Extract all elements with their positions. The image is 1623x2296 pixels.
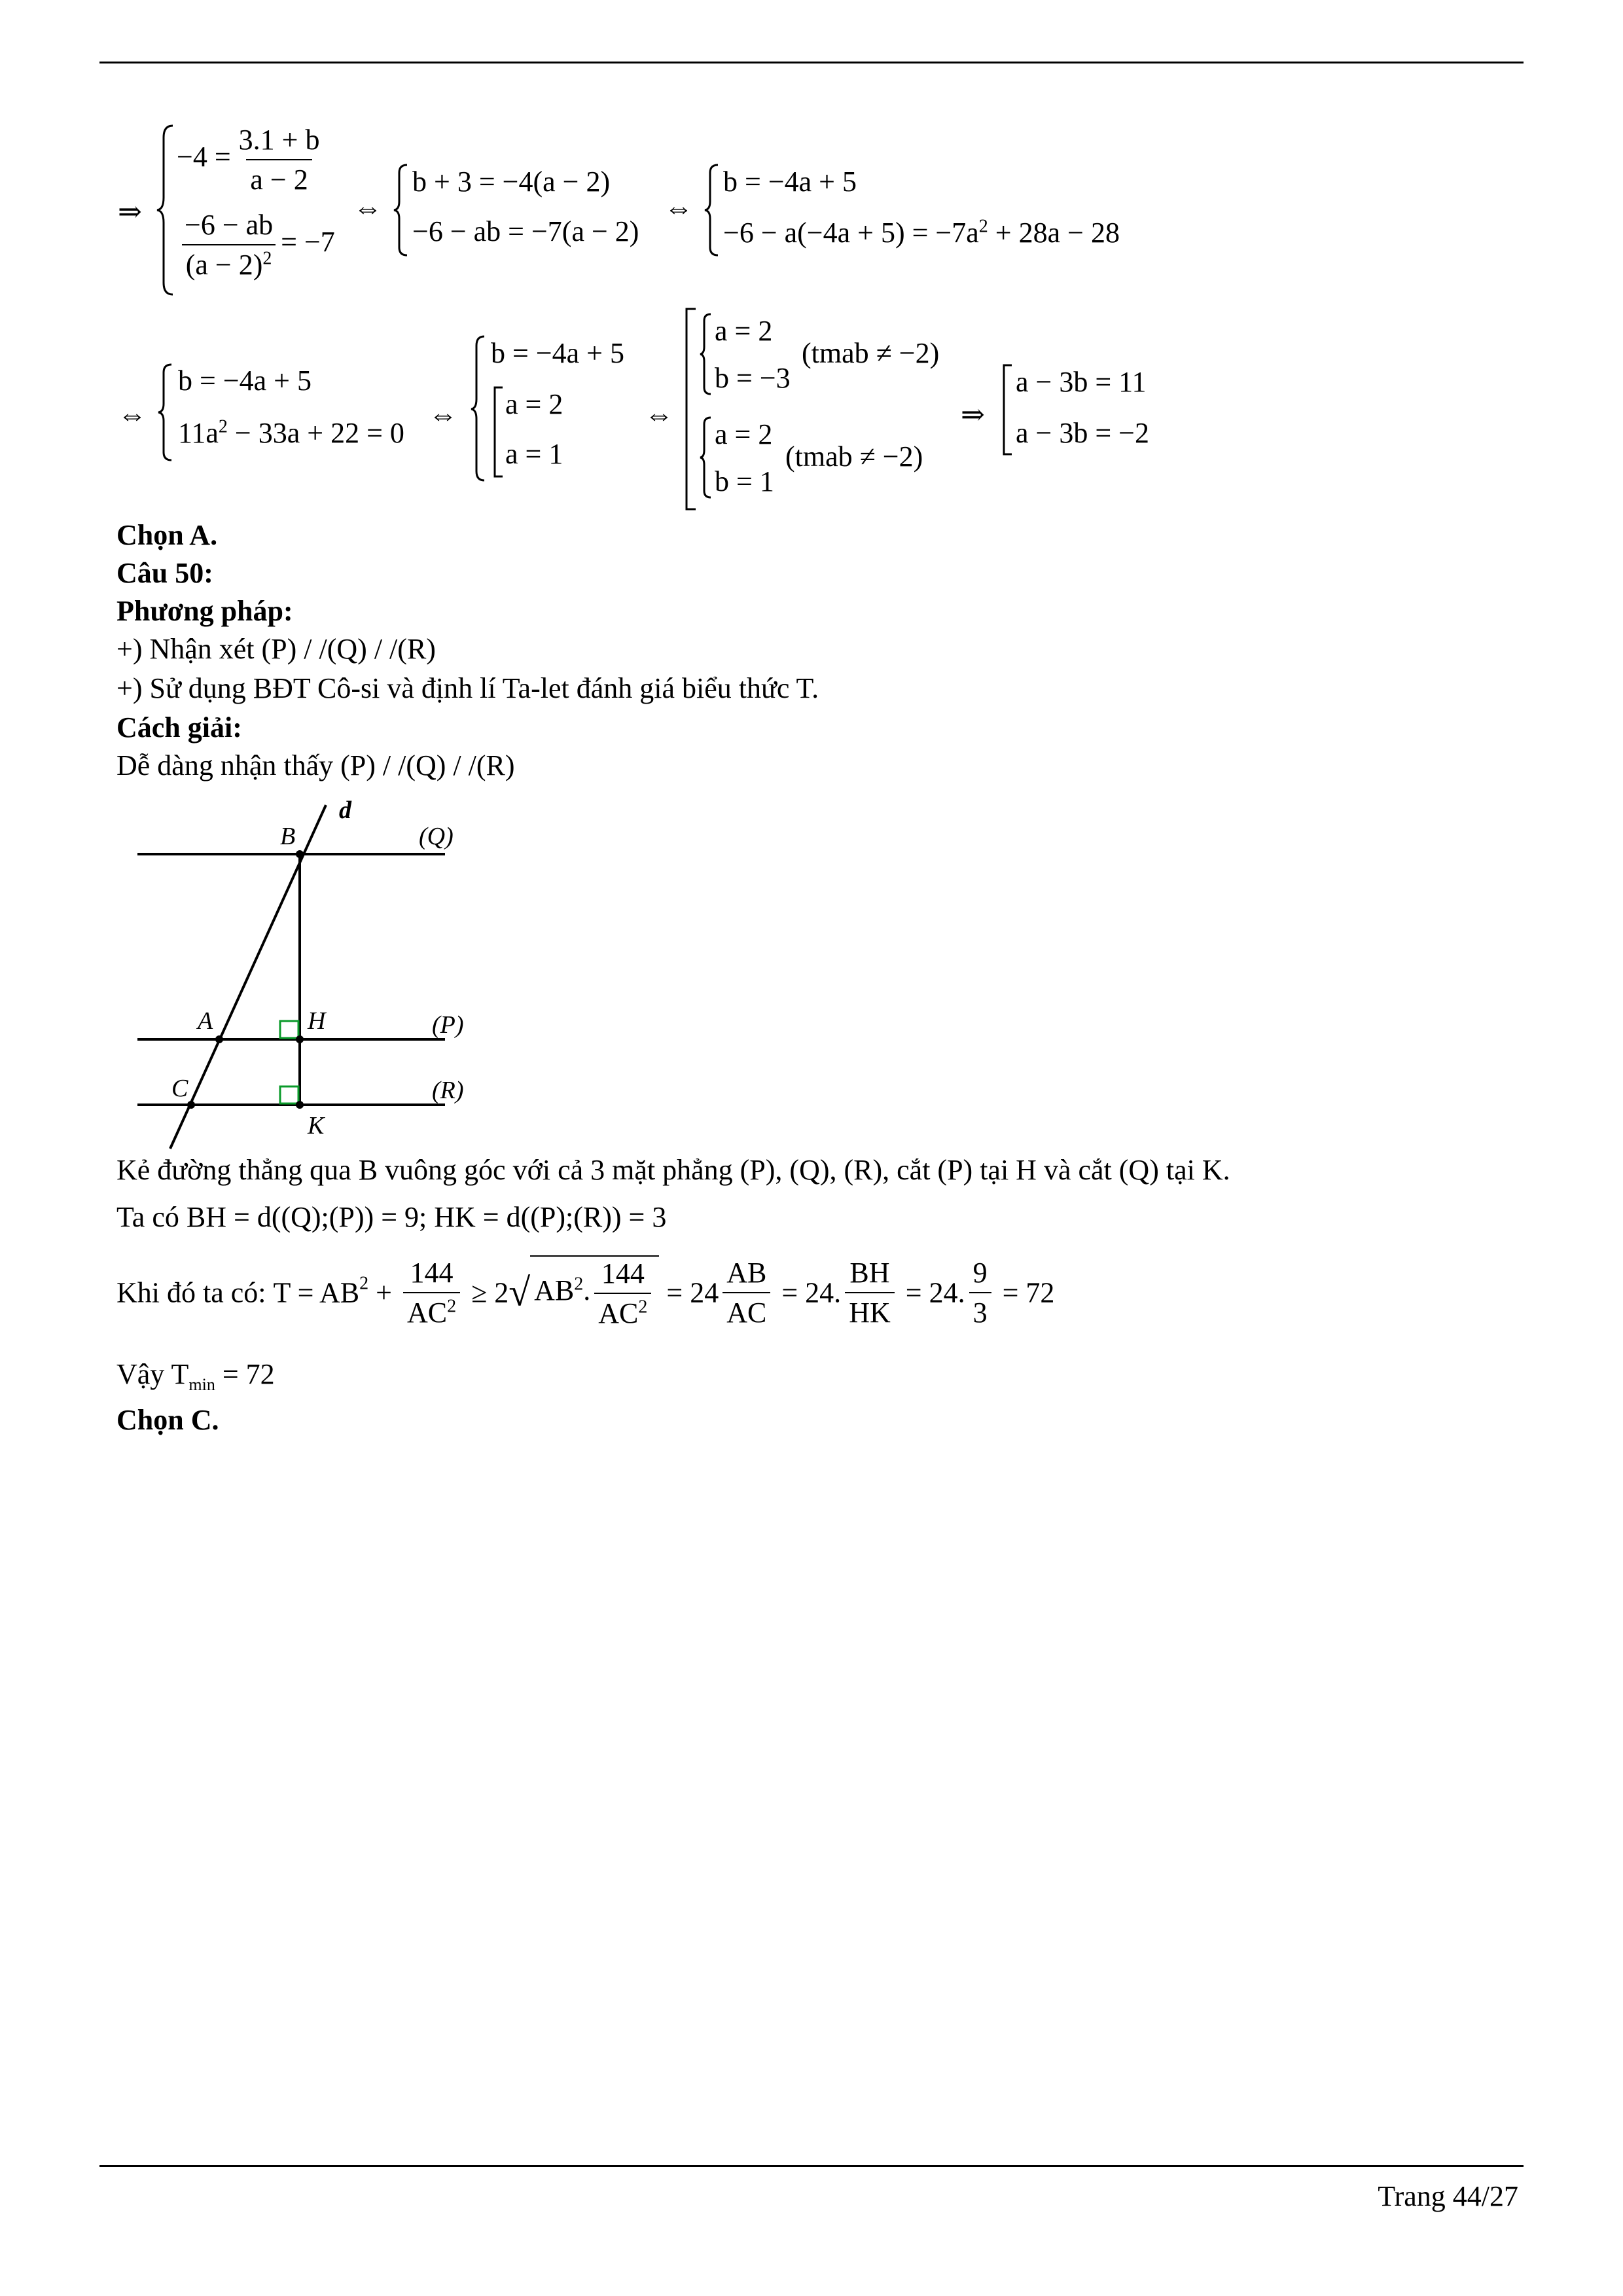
footer-rule (99, 2165, 1524, 2167)
result-2: a − 3b = −2 (1016, 417, 1149, 449)
point-b (296, 850, 304, 858)
iff-symbol: ⇔ (118, 399, 147, 431)
case2-b: b = 1 (715, 465, 774, 497)
left-bracket (492, 386, 505, 478)
sys3-line1: b = −4a + 5 (723, 166, 857, 198)
left-bracket (684, 308, 698, 511)
method-line-2: +) Sử dụng BĐT Cô-si và định lí Ta-let đánh giá biểu thức T. (116, 672, 819, 704)
label-h: H (308, 1007, 326, 1035)
sysB-line1: b = −4a + 5 (491, 337, 624, 369)
point-h (296, 1035, 304, 1043)
sysB-line2: a = 2 (505, 388, 563, 420)
chon-a: Chọn A. (116, 519, 218, 551)
sysA-line2: $11a^2 - 33a + 22 = 0$ (178, 416, 404, 449)
method-heading: Phương pháp: (116, 595, 293, 627)
result-1: a − 3b = 11 (1016, 366, 1147, 398)
geometry-figure (118, 792, 524, 1158)
iff-symbol: ⇔ (645, 399, 673, 431)
solution-heading: Cách giải: (116, 711, 242, 744)
conclusion-line: Vậy $T_{min} = 72$ (116, 1358, 275, 1394)
left-brace (699, 416, 713, 499)
inequality-line: Khi đó ta có: $T = AB^2$ + $\frac{144}{AC^2}$ ≥ 2√ $AB^2$. $\frac{144}{AC^2}$ = 24 $\frac{AB}{AC}$ = 24. $\frac{BH}{HK}$ = 24. $\frac{9}{3}$ = 72 (116, 1257, 1055, 1329)
question-heading: Câu 50: (116, 557, 213, 589)
iff-symbol: ⇔ (353, 192, 382, 224)
header-rule (99, 62, 1524, 63)
sys3-line2: $-6 - a(-4a + 5) = -7a^2 + 28a - 28$ (723, 216, 1120, 249)
method-line-1: +) Nhận xét (P) / /(Q) / /(R) (116, 633, 436, 665)
point-k (296, 1101, 304, 1109)
right-angle-k (280, 1086, 298, 1103)
sys2-line1: b + 3 = −4(a − 2) (412, 166, 611, 198)
sqrt-term: $AB^2$. $\frac{144}{AC^2}$ (530, 1255, 659, 1330)
label-a: A (198, 1007, 213, 1035)
left-brace (393, 164, 410, 257)
left-brace (156, 124, 175, 296)
case1-a: a = 2 (715, 315, 773, 347)
case2-a: a = 2 (715, 418, 773, 450)
construction-line: Kẻ đường thẳng qua B vuông góc với cả 3 mặt phẳng (P), (Q), (R), cắt (P) tại H và cắt (Q) tại K. (116, 1154, 1230, 1186)
case2-note: (tmab ≠ −2) (785, 440, 923, 473)
iff-symbol: ⇔ (664, 192, 693, 224)
page-number: Trang 44/27 (1378, 2180, 1518, 2212)
left-brace (157, 363, 174, 461)
point-c (187, 1101, 195, 1109)
right-angle-h (280, 1021, 298, 1038)
solution-line-1: Dễ dàng nhận thấy (P) / /(Q) / /(R) (116, 749, 515, 781)
label-q: (Q) (419, 823, 454, 850)
sysA-line1: b = −4a + 5 (178, 365, 312, 397)
label-p: (P) (432, 1011, 464, 1039)
given-line: Ta có BH = d((Q);(P)) = 9; HK = d((P);(R)) = 3 (116, 1201, 667, 1233)
sys2-line2: −6 − ab = −7(a − 2) (412, 215, 639, 247)
label-b: B (280, 823, 296, 850)
eq2: $\frac{-6 - ab}{(a - 2)^2}$ = −7 (177, 208, 335, 281)
left-brace (704, 164, 721, 257)
implies-symbol: ⇒ (118, 196, 142, 228)
left-bracket (1001, 364, 1014, 456)
left-brace (699, 313, 713, 395)
left-brace (470, 335, 487, 482)
eq1: −4 = $\frac{3.1 + b}{a - 2}$ (177, 124, 320, 196)
chon-c: Chọn C. (116, 1404, 219, 1436)
case1-note: (tmab ≠ −2) (802, 337, 940, 369)
sysB-line3: a = 1 (505, 438, 563, 470)
label-d: d (339, 797, 351, 824)
label-r: (R) (432, 1077, 464, 1104)
label-c: C (171, 1075, 188, 1102)
iff-symbol: ⇔ (429, 399, 457, 431)
point-a (215, 1035, 223, 1043)
implies-symbol: ⇒ (961, 399, 985, 431)
case1-b: b = −3 (715, 362, 791, 394)
label-k: K (308, 1112, 325, 1139)
